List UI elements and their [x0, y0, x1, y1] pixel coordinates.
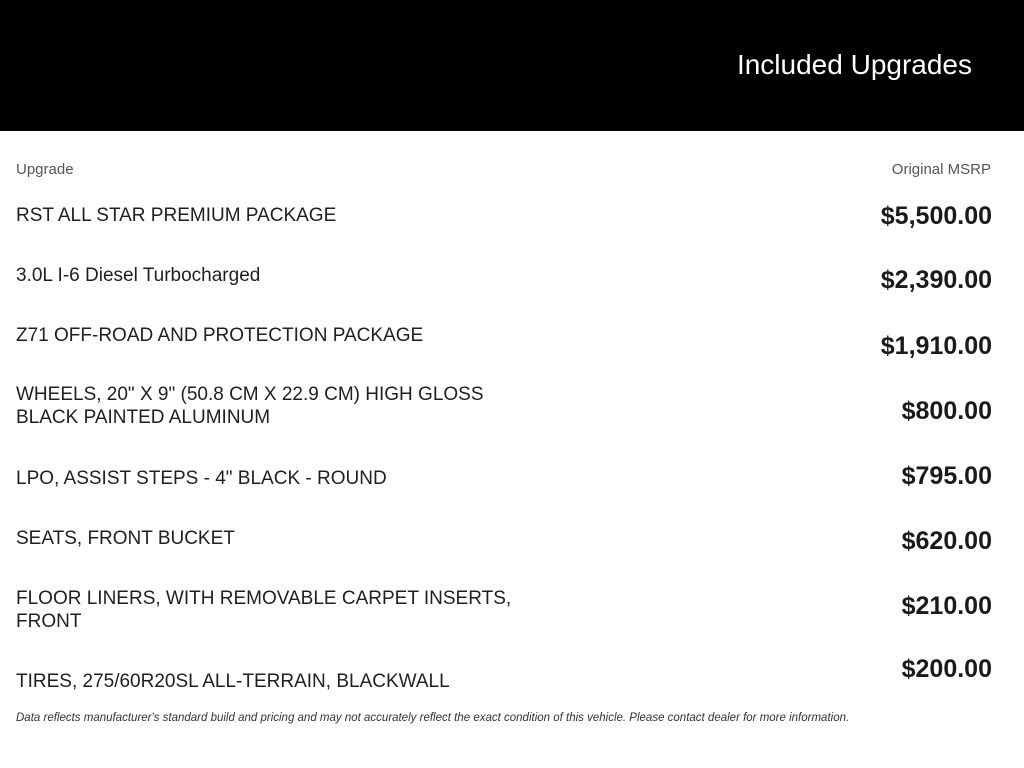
upgrade-price: $200.00 [901, 655, 992, 683]
upgrade-name: FLOOR LINERS, WITH REMOVABLE CARPET INSERTS, FRONT [16, 588, 512, 632]
upgrade-price: $210.00 [901, 592, 992, 620]
column-header-upgrade: Upgrade [16, 161, 74, 178]
upgrade-name: SEATS, FRONT BUCKET [16, 528, 235, 549]
upgrade-price: $5,500.00 [880, 202, 992, 230]
upgrade-name: 3.0L I-6 Diesel Turbocharged [16, 265, 261, 286]
upgrade-name: WHEELS, 20" X 9" (50.8 CM X 22.9 CM) HIGH GLOSS BLACK PAINTED ALUMINUM [16, 384, 484, 428]
page-title: Included Upgrades [736, 49, 972, 80]
upgrade-name: RST ALL STAR PREMIUM PACKAGE [16, 205, 337, 226]
upgrade-name: Z71 OFF-ROAD AND PROTECTION PACKAGE [16, 325, 424, 346]
upgrade-name: TIRES, 275/60R20SL ALL-TERRAIN, BLACKWALL [16, 671, 450, 692]
disclaimer-text: Data reflects manufacturer's standard build and pricing and may not accurately reflect the exact condition of this vehicle. Please contact dealer for more information. [16, 712, 850, 724]
column-header-msrp: Original MSRP [891, 161, 991, 178]
upgrade-name: LPO, ASSIST STEPS - 4" BLACK - ROUND [16, 468, 387, 489]
upgrade-price: $800.00 [901, 397, 992, 425]
upgrade-price: $2,390.00 [880, 266, 992, 294]
upgrade-price: $795.00 [901, 462, 992, 490]
upgrade-price: $620.00 [901, 527, 992, 555]
upgrade-price: $1,910.00 [880, 332, 992, 360]
header-bar [0, 0, 1024, 131]
